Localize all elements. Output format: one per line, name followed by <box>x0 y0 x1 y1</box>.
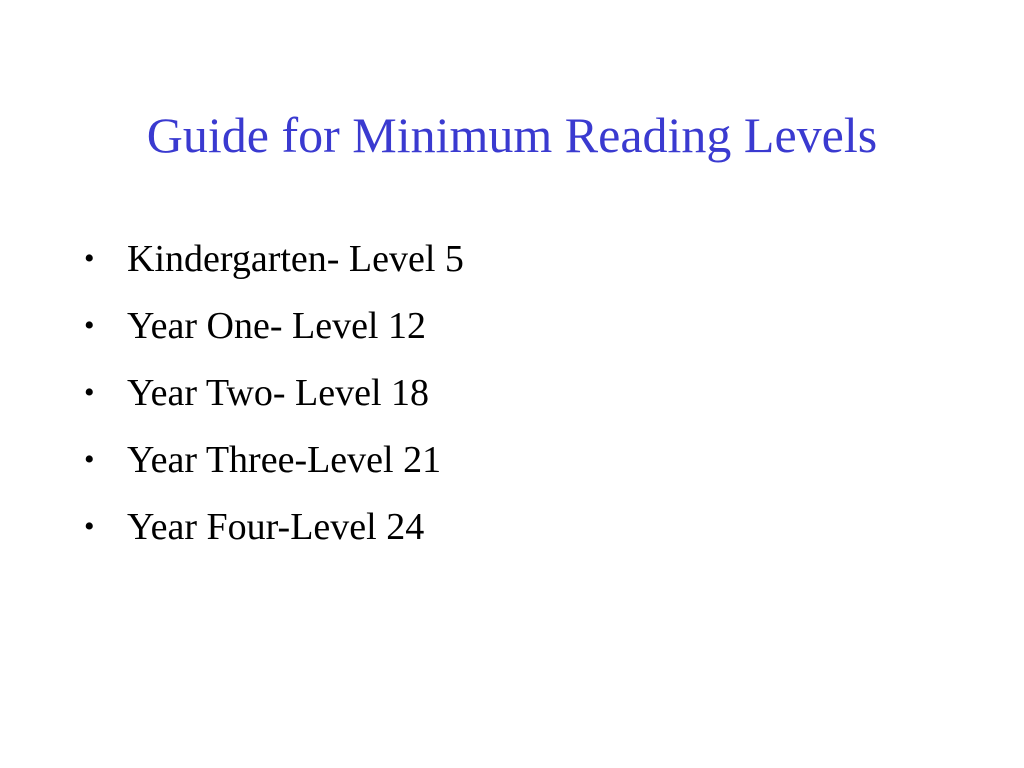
list-item-text: Year Four-Level 24 <box>127 506 425 548</box>
bullet-icon: • <box>84 510 95 543</box>
bullet-icon: • <box>84 309 95 342</box>
list-item-text: Year Three-Level 21 <box>127 439 442 481</box>
bullet-icon: • <box>84 443 95 476</box>
list-item-text: Year One- Level 12 <box>127 305 426 347</box>
list-item-text: Kindergarten- Level 5 <box>127 238 464 280</box>
bullet-icon: • <box>84 376 95 409</box>
list-item-text: Year Two- Level 18 <box>127 372 429 414</box>
slide-title: Guide for Minimum Reading Levels <box>146 107 878 163</box>
bullet-icon: • <box>84 242 95 275</box>
